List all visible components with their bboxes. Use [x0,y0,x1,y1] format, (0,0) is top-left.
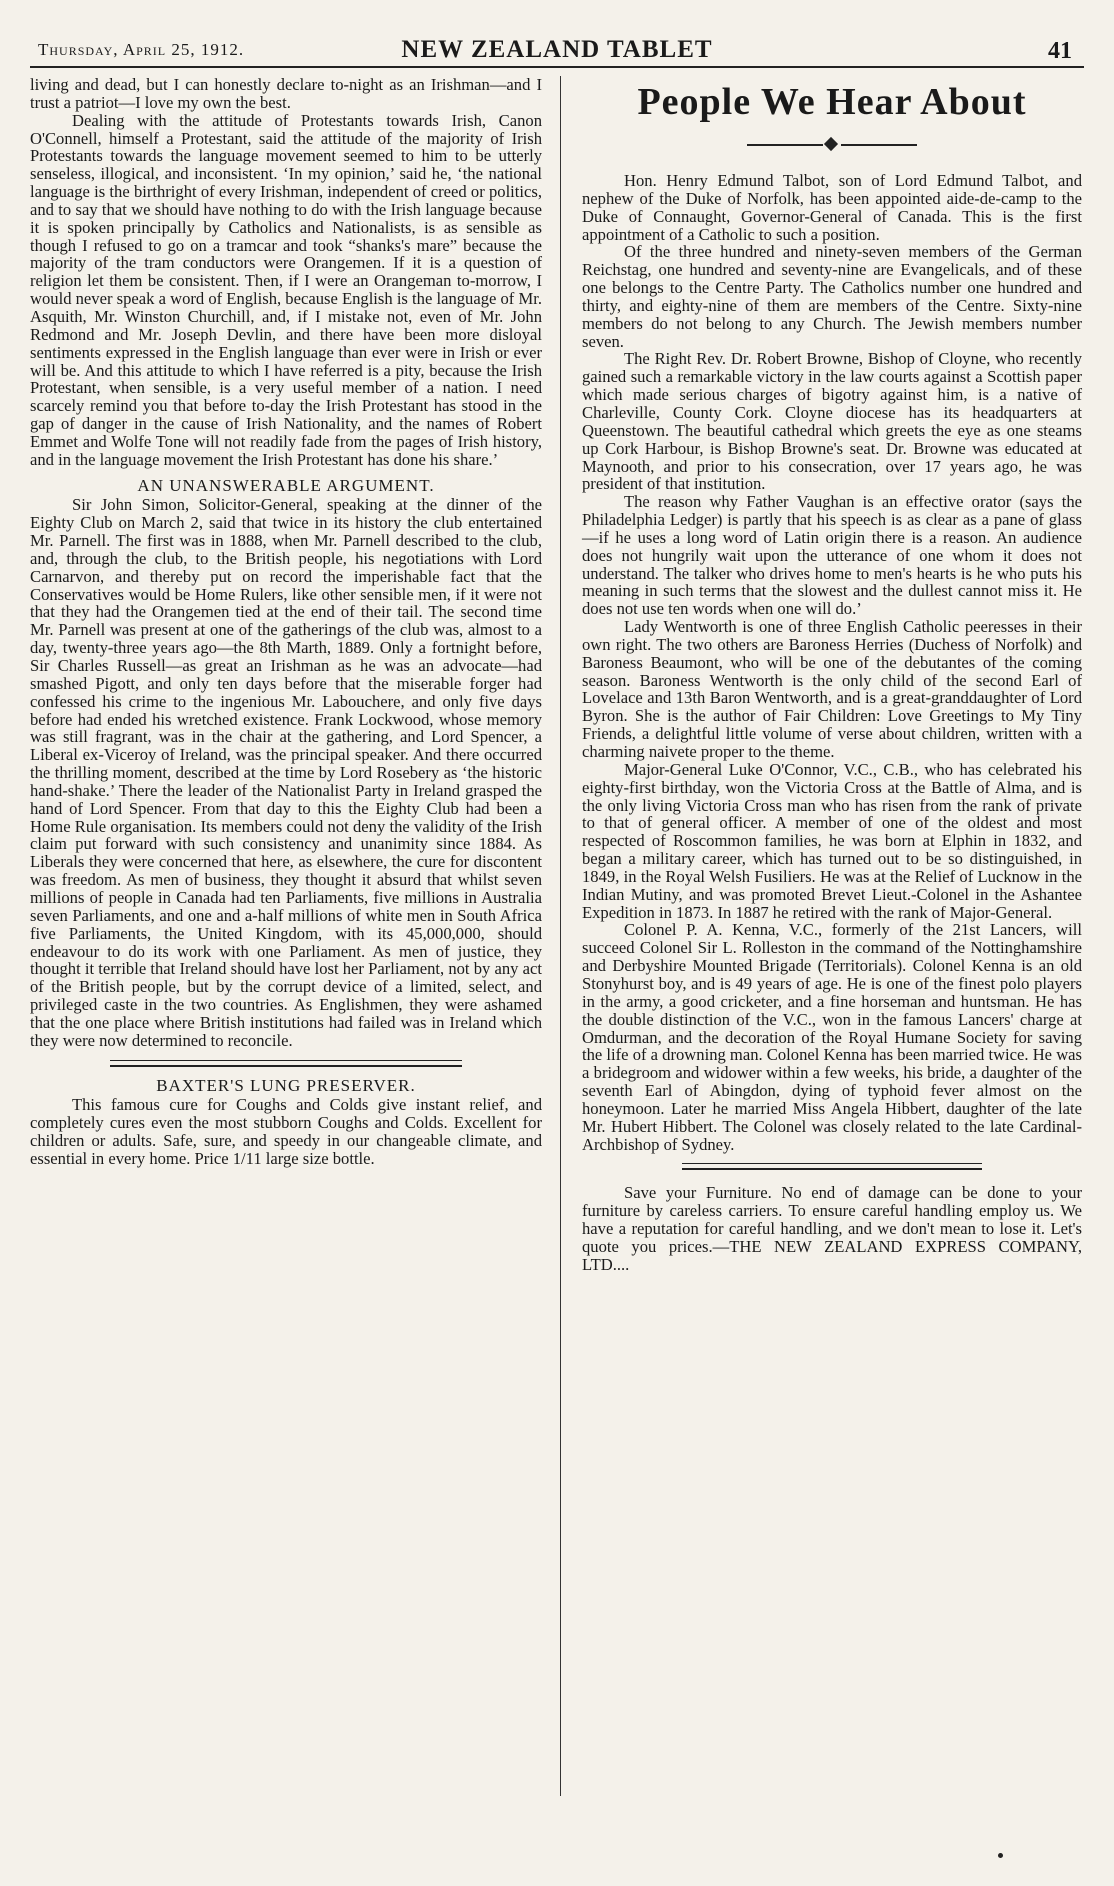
talbot-paragraph: Hon. Henry Edmund Talbot, son of Lord Edmund Talbot, and nephew of the Duke of Norfolk, has been appointed aide-de-camp to the Duke of Connaught, Governor-General of Canada. This is the first appointment of a Catholic to such a position. [582,171,1082,244]
protestants-paragraph: Dealing with the attitude of Protestants towards Irish, Canon O'Connell, himself a Protestant, said the attitude of the majority of Irish Protestants towards the language movement seemed to him to be utterly senseless, illogical, and inconsistent. ‘In my opinion,’ said he, ‘the national language is the birthright of every Irishman, independent of creed or politics, and to say that we should have nothing to do with the Irish language because it is spoken principally by Catholics and Nationalists, is as sensible as though I refused to go on a tramcar and took “shanks's mare” because the majority of the tram conductors were Orangemen. If it is a question of religion let them be consistent. Then, if I were an Orangeman to-morrow, I would never speak a word of English, because English is the language of Mr. Asquith, Mr. Winston Churchill, and, if I mistake not, even of Mr. John Redmond and Mr. Joseph Devlin, and there have been more disloyal sentiments expressed in the English language than ever were in Irish or ever will be. And this attitude to which I have referred is a pity, because the Irish Protestant, when sensible, is a very useful member of a nation. I need scarcely remind you that before to-day the Irish Protestant has stood in the gap of danger in the cause of Irish Nationality, and the names of Robert Emmet and Wolfe Tone will not readily fade from the pages of Irish history, and in the language movement the Irish Protestant has done his share.’ [30,110,542,469]
argument-heading: AN UNANSWERABLE ARGUMENT. [137,475,435,495]
print-speck [998,1853,1003,1858]
oconnor-paragraph: Major-General Luke O'Connor, V.C., C.B., who has celebrated his eighty-first birthday, won the Victoria Cross at the Battle of Alma, and is the only living Victoria Cross man who has risen from the rank of private to that of general officer. A member of one of the oldest and most respected of Roscommon families, he was born at Elphin in 1832, and began a military career, which has turned out to be so distinguished, in 1849, in the Royal Welsh Fusiliers. He was at the Relief of Lucknow in the Indian Mutiny, and was promoted Brevet Lieut.-Colonel in the Ashantee Expedition in 1873. In 1887 he retired with the rank of Major-General. [582,759,1082,922]
vaughan-paragraph: The reason why Father Vaughan is an effective orator (says the Philadelphia Ledger) is partly that his speech is as clear as a pane of glass—if he uses a long word of Latin origin there is a reason. An audience does not hungrily wait upon the utterance of one whom it does not understand. The talker who drives home to men's hearts is he who puts his meaning in such terms that the slowest and the dullest cannot miss it. He does not use ten words when one will do.’ [582,492,1082,619]
section-rule [110,1060,462,1067]
kenna-paragraph: Colonel P. A. Kenna, V.C., formerly of the 21st Lancers, will succeed Colonel Sir L. Rolleston in the command of the Nottinghamshire and Derbyshire Mounted Brigade (Territorials). Colonel Kenna is an old Stonyhurst boy, and is 49 years of age. He is one of the finest polo players in the army, a good cricketer, and a fine horseman and huntsman. He has the double distinction of the V.C., won in the famous Lancers' charge at Omdurman, and the decoration of the Royal Humane Society for saving the life of a drowning man. Colonel Kenna has been married twice. He was a bridegroom and widower within a few weeks, his bride, a daughter of the seventh Earl of Abingdon, dying of typhoid fever almost on the honeymoon. Later he married Miss Angela Hibbert, daughter of the late Mr. Hubert Hibbert. The Colonel was closely related to the late Cardinal-Archbishop of Sydney. [582,920,1082,1154]
notice-rule [682,1163,982,1170]
left-column [30,76,542,1168]
reichstag-paragraph: Of the three hundred and ninety-seven members of the German Reichstag, one hundred and seventy-nine are Evangelicals, and of these one belongs to the Centre Party. The Catholics number one hundred and thirty, and eighty-nine of them are members of the Centre. Sixty-nine members do not belong to any Church. The Jewish members number seven. [582,242,1082,351]
diamond-ornament-icon [824,137,838,151]
right-column [582,76,1082,1274]
publication-title: NEW ZEALAND TABLET [401,36,713,63]
masthead [30,36,1084,68]
browne-paragraph: The Right Rev. Dr. Robert Browne, Bishop of Cloyne, who recently gained such a remarkable victory in the law courts against a Scottish paper which made serious charges of bigotry against him, is a native of Charleville, County Cork. Cloyne diocese has its headquarters at Queenstown. The beautiful cathedral which greets the eye as one steams up Cork Harbour, is Bishop Browne's seat. Dr. Browne was educated at Maynooth, and prior to his consecration, over 17 years ago, he was president of that institution. [582,349,1082,494]
express-notice-text: Save your Furniture. No end of damage can be done to your furniture by careless carriers. To ensure careful handling employ us. We have a reputation for careful handling, and we don't mean to lose it. Let's quote you prices.—THE NEW ZEALAND EXPRESS COMPANY, LTD.... [582,1183,1082,1274]
column-divider [560,76,561,1796]
wentworth-paragraph: Lady Wentworth is one of three English Catholic peeresses in their own right. The two others are Baroness Herries (Duchess of Norfolk) and Baroness Beaumont, who will be one of the debutantes of the coming season. Baroness Wentworth is the only child of the second Earl of Lovelace and 13th Baron Wentworth, and is a great-granddaughter of Lord Byron. She is the author of Fair Children: Love Greetings to My Tiny Friends, a delightful little volume of verse about children, written with a charming naivete proper to the theme. [582,617,1082,761]
section-title: People We Hear About [637,81,1027,123]
continued-paragraph: living and dead, but I can honestly declare to-night as an Irishman—and I trust a patriot—I love my own the best. [30,75,542,112]
baxter-paragraph: This famous cure for Coughs and Colds give instant relief, and completely cures even the most stubborn Coughs and Colds. Excellent for children or adults. Safe, sure, and speedy in our changeable climate, and essential in every home. Price 1/11 large size bottle. [30,1095,542,1168]
issue-date: Thursday, April 25, 1912. [38,40,245,59]
argument-paragraph: Sir John Simon, Solicitor-General, speaking at the dinner of the Eighty Club on March 2, said that twice in its history the club entertained Mr. Parnell. The first was in 1888, when Mr. Parnell described to the club, and, through the club, to the British people, his negotiations with Lord Carnarvon, and thereby put on record the imperishable fact that the Conservatives would be Home Rulers, like other sensible men, if it were not that they had the Orangemen tied at the end of their tail. The second time Mr. Parnell was present at one of the gatherings of the club was, almost to a day, twenty-three years ago—the 8th Marth, 1889. Only a fortnight before, Sir Charles Russell—as great an Irishman as he was an advocate—had smashed Pigott, and only ten days before that the miserable forger had confessed his crime to the ingenious Mr. Labouchere, and only five days before had ended his wretched existence. Frank Lockwood, whose memory was still fragrant, was in the chair at the gathering, and Lord Spencer, a Liberal ex-Viceroy of Ireland, was the principal speaker. And there occurred the thrilling moment, described at the time by Lord Rosebery as ‘the historic hand-shake.’ There the leader of the Nationalist Party in Ireland grasped the hand of Lord Spencer. From that day to this the Eighty Club had been a Home Rule organisation. Its members could not deny the validity of the Irish claim put forward with such consistency and unanimity since 1884. As Liberals they were concerned that here, as elsewhere, the cure for discontent was freedom. As men of business, they thought it absurd that whilst seven millions of people in Canada had ten Parliaments, five millions in Australia seven Parliaments, and one and a-half millions of white men in South Africa five Parliaments, the United Kingdom, with its 45,000,000, should endeavour to do its work with one Parliament. As men of justice, they thought it terrible that Ireland should have lost her Parliament, not by any act of the British people, but by the corrupt device of a limited, select, and privileged caste in the two countries. As Englishmen, they were ashamed that the one place where British institutions had failed was in Ireland which they were now determined to reconcile. [30,495,542,1050]
baxter-heading: BAXTER'S LUNG PRESERVER. [156,1075,416,1095]
express-notice [582,1184,1082,1273]
page-number: 41 [1048,38,1072,64]
ornament-divider [747,138,917,152]
